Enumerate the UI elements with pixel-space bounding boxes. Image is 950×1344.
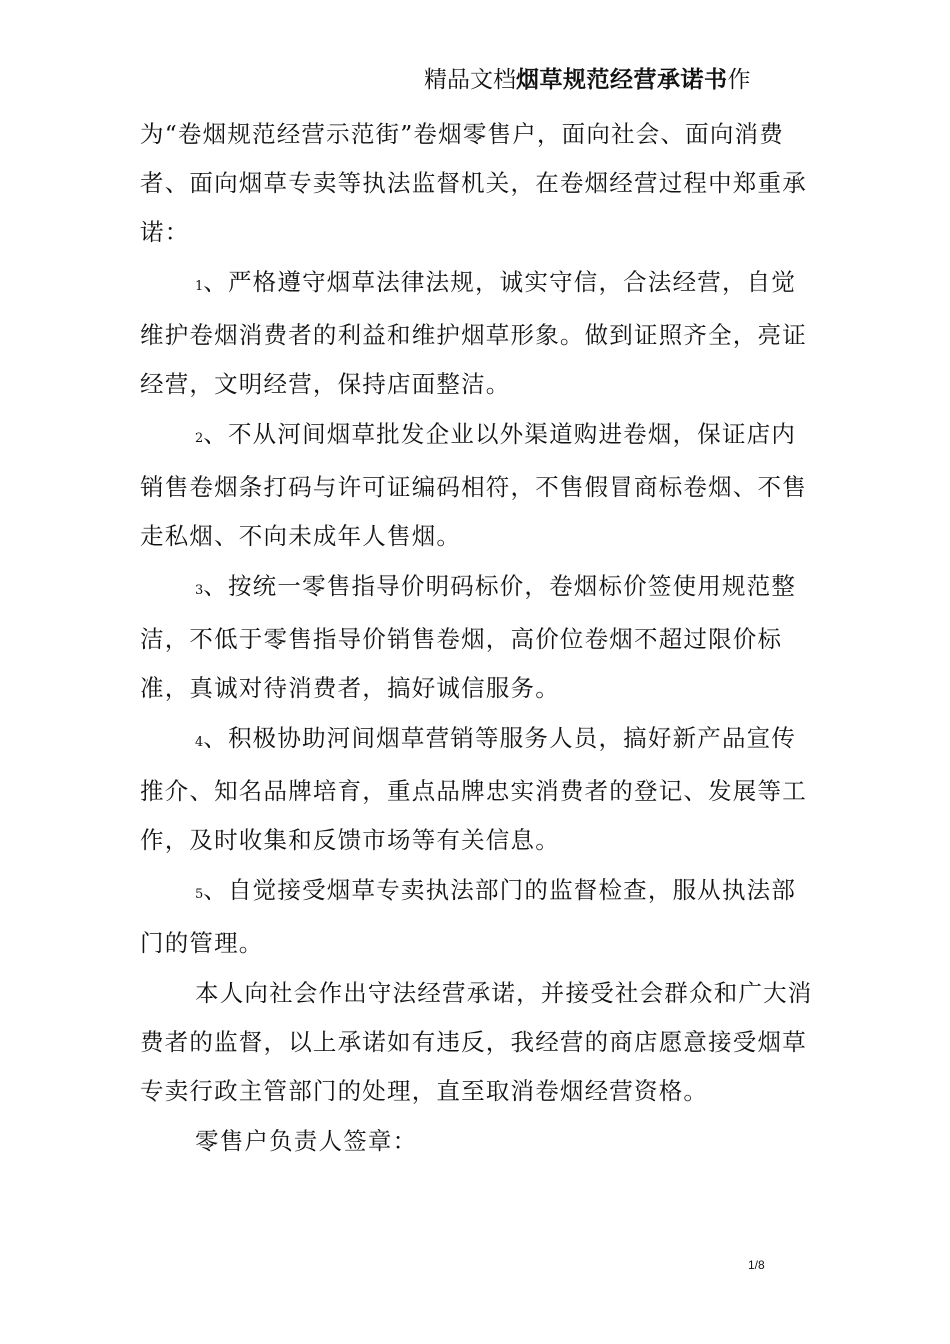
closing-paragraph: 本人向社会作出守法经营承诺，并接受社会群众和广大消费者的监督，以上承诺如有违反，我经营的商店愿意接受烟草专卖行政主管部门的处理，直至取消卷烟经营资格。 — [140, 979, 813, 1105]
commitment-item-4 — [140, 714, 820, 865]
document-header — [424, 64, 751, 98]
intro-paragraph: 为“卷烟规范经营示范街”卷烟零售户，面向社会、面向消费者、面向烟草专卖等执法监督机关，在卷烟经营过程中郑重承诺： — [140, 120, 807, 246]
item-text: 、自觉接受烟草专卖执法部门的监督检查，服从执法部门的管理。 — [140, 876, 797, 957]
commitment-item-3 — [140, 562, 820, 713]
commitment-item-2 — [140, 410, 820, 561]
item-text: 、严格遵守烟草法律法规，诚实守信，合法经营，自觉维护卷烟消费者的利益和维护烟草形象。做到证照齐全，亮证经营，文明经营，保持店面整洁。 — [140, 268, 807, 398]
item-number: 3 — [195, 583, 204, 598]
item-text: 、不从河间烟草批发企业以外渠道购进卷烟，保证店内销售卷烟条打码与许可证编码相符，不售假冒商标卷烟、不售走私烟、不向未成年人售烟。 — [140, 420, 807, 550]
document-body — [140, 110, 820, 1116]
item-number: 5 — [195, 887, 204, 902]
item-text: 、积极协助河间烟草营销等服务人员，搞好新产品宣传推介、知名品牌培育，重点品牌忠实消费者的登记、发展等工作，及时收集和反馈市场等有关信息。 — [140, 724, 807, 854]
commitment-item-5 — [140, 866, 820, 968]
header-suffix: 作 — [727, 67, 751, 93]
commitment-item-1 — [140, 258, 820, 409]
page-number: 1/8 — [748, 1258, 765, 1272]
header-prefix: 精品文档 — [424, 67, 516, 93]
item-text: 、按统一零售指导价明码标价，卷烟标价签使用规范整洁，不低于零售指导价销售卷烟，高价位卷烟不超过限价标准，真诚对待消费者，搞好诚信服务。 — [140, 572, 797, 702]
document-title: 烟草规范经营承诺书 — [516, 67, 728, 93]
item-number: 4 — [195, 735, 204, 750]
item-number: 2 — [195, 431, 204, 446]
item-number: 1 — [195, 279, 204, 294]
signature-label: 零售户负责人签章： — [195, 1127, 418, 1155]
